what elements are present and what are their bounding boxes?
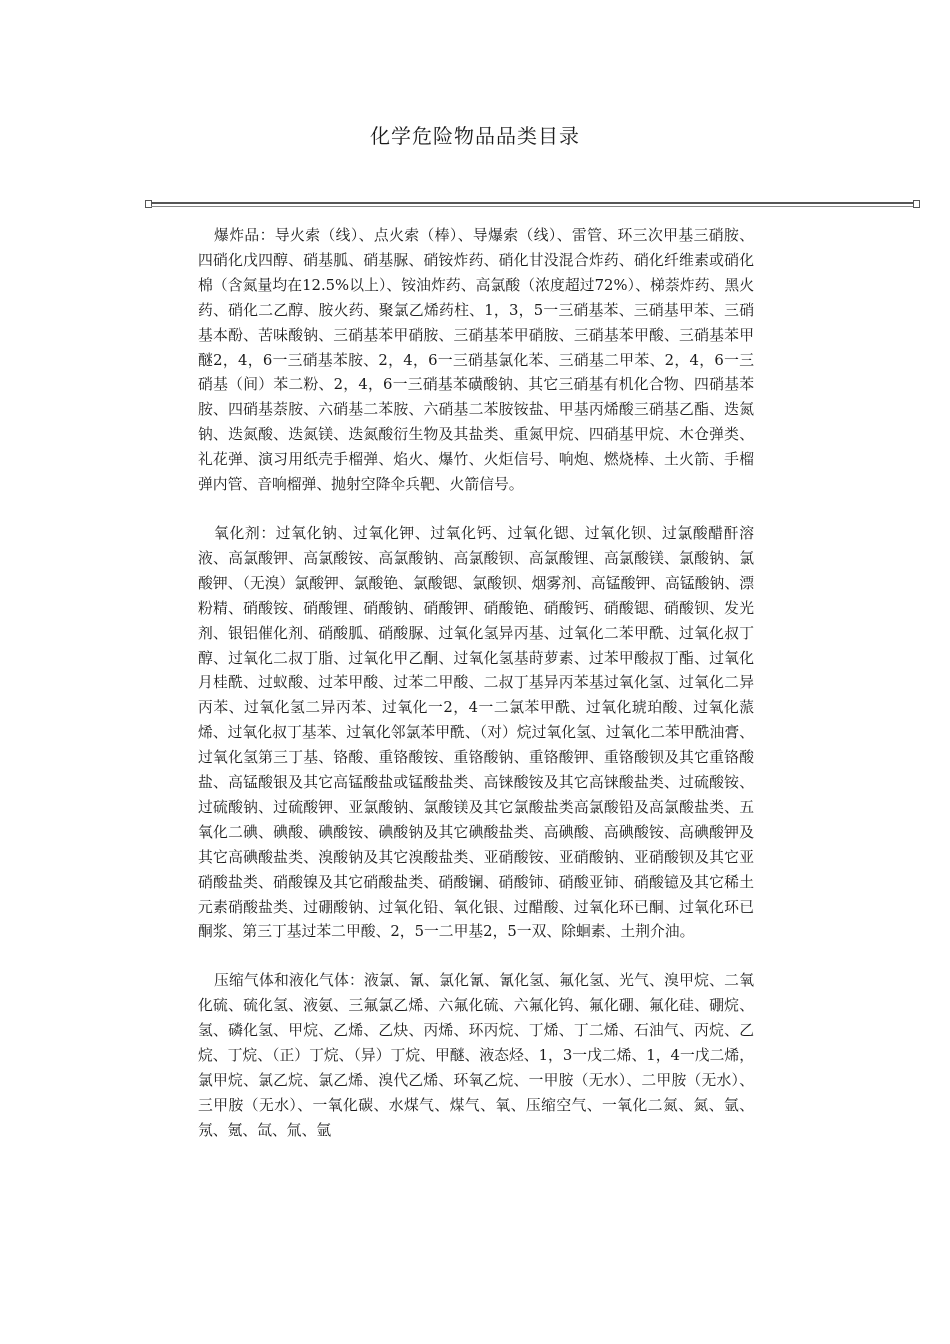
divider-thin-line xyxy=(151,206,914,207)
paragraph-oxidizers: 氧化剂：过氧化钠、过氧化钾、过氧化钙、过氧化锶、过氧化钡、过氯酸醋酐溶液、高氯酸钾、高氯酸铵、高氯酸钠、高氯酸钡、高氯酸锂、高氯酸镁、氯酸钠、氯酸钾、（无溴）氯酸钾、氯酸铯、氯酸锶、氯酸钡、烟雾剂、高锰酸钾、高锰酸钠、漂粉精、硝酸铵、硝酸锂、硝酸钠、硝酸钾、硝酸铯、硝酸钙、硝酸锶、硝酸钡、发光剂、银铝催化剂、硝酸胍、硝酸脲、过氧化氢异丙基、过氧化二苯甲酰、过氧化叔丁醇、过氧化二叔丁脂、过氧化甲乙酮、过氧化氢基莳萝素、过苯甲酸叔丁酯、过氧化月桂酰、过蚁酸、过苯甲酸、过苯二甲酸、二叔丁基异丙苯基过氧化氢、过氧化二异丙苯、过氧化氢二异丙苯、过氧化一2，4一二氯苯甲酰、过氧化琥珀酸、过氧化蒎烯、过氧化叔丁基苯、过氧化邻氯苯甲酰、（对）烷过氧化氢、过氧化二苯甲酰油膏、过氧化氢第三丁基、铬酸、重铬酸铵、重铬酸钠、重铬酸钾、重铬酸钡及其它重铬酸盐、高锰酸银及其它高锰酸盐或锰酸盐类、高铼酸铵及其它高铼酸盐类、过硫酸铵、过硫酸钠、过硫酸钾、亚氯酸钠、氯酸镁及其它氯酸盐类高氯酸铅及高氯酸盐类、五氧化二碘、碘酸、碘酸铵、碘酸钠及其它碘酸盐类、高碘酸、高碘酸铵、高碘酸钾及其它高碘酸盐类、溴酸钠及其它溴酸盐类、亚硝酸铵、亚硝酸钠、亚硝酸钡及其它亚硝酸盐类、硝酸镍及其它硝酸盐类、硝酸镧、硝酸铈、硝酸亚铈、硝酸镱及其它稀土元素硝酸盐类、过硼酸钠、过氧化铅、氧化银、过醋酸、过氧化环已酮、过氧化环已酮浆、第三丁基过苯二甲酸、2，5一二甲基2，5一双、除蛔素、土荆介油。 xyxy=(198,524,754,941)
divider-right-cap xyxy=(913,200,920,208)
paragraph-explosives: 爆炸品：导火索（线）、点火索（棒）、导爆索（线）、雷管、环三次甲基三硝胺、四硝化戊四醇、硝基胍、硝基脲、硝铵炸药、硝化甘没混合炸药、硝化纤维素或硝化棉（含氮量均在12.5%以上）、铵油炸药、高氯酸（浓度超过72%）、梯萘炸药、黑火药、硝化二乙醇、胺火药、聚氯乙烯药柱、1，3，5一三硝基苯、三硝基甲苯、三硝基本酚、苦味酸钠、三硝基苯甲硝胺、三硝基苯甲硝胺、三硝基苯甲酸、三硝基苯甲醚2，4，6一三硝基苯胺、2，4，6一三硝基氯化苯、三硝基二甲苯、2，4，6一三硝基（间）苯二粉、2，4，6一三硝基苯磺酸钠、其它三硝基有机化合物、四硝基苯胺、四硝基萘胺、六硝基二苯胺、六硝基二苯胺铵盐、甲基丙烯酸三硝基乙酯、迭氮钠、迭氮酸、迭氮镁、迭氮酸衍生物及其盐类、重氮甲烷、四硝基甲烷、木仓弹类、礼花弹、演习用纸壳手榴弹、焰火、爆竹、火炬信号、响炮、燃烧棒、土火箭、手榴弹内管、音响榴弹、抛射空降伞兵靶、火箭信号。 xyxy=(198,227,754,494)
document-body xyxy=(198,224,754,1168)
title-divider xyxy=(145,200,920,208)
paragraph-compressed-gases: 压缩气体和液化气体：液氯、氰、氯化氰、氰化氢、氟化氢、光气、溴甲烷、二氧化硫、硫化氢、液氨、三氟氯乙烯、六氟化硫、六氟化钨、氟化硼、氟化硅、硼烷、氢、磷化氢、甲烷、乙烯、乙炔、丙烯、环丙烷、丁烯、丁二烯、石油气、丙烷、乙烷、丁烷、（正）丁烷、（异）丁烷、甲醚、液态烃、1，3一戊二烯、1，4一戊二烯，氯甲烷、氯乙烷、氯乙烯、溴代乙烯、环氧乙烷、一甲胺（无水）、二甲胺（无水）、三甲胺（无水）、一氧化碳、水煤气、煤气、氧、压缩空气、一氧化二氮、氮、氩、氖、氪、氙、氚、氩 xyxy=(198,972,754,1139)
page-title: 化学危险物品品类目录 xyxy=(370,124,580,148)
divider-thick-line xyxy=(151,202,914,204)
